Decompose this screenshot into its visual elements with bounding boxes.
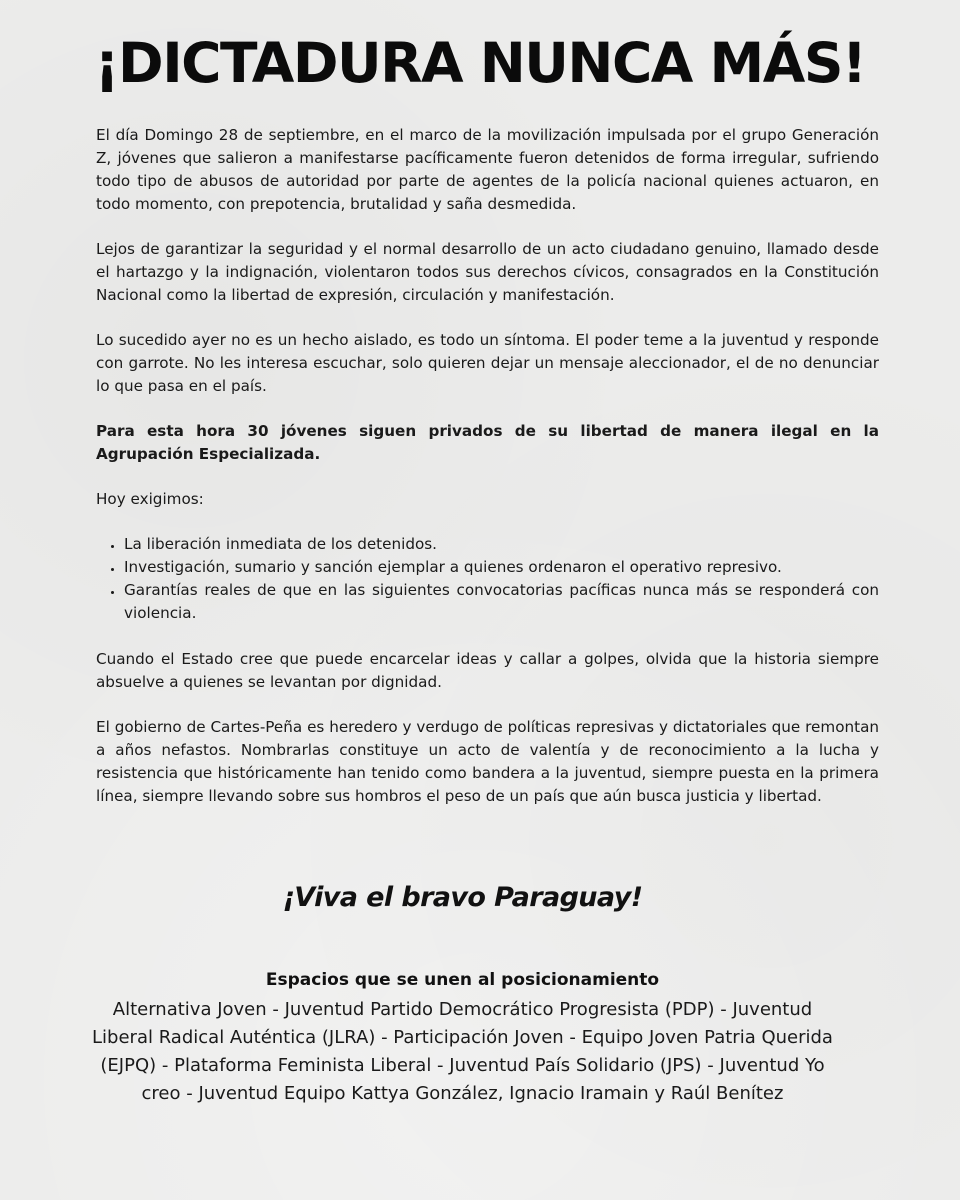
list-item: • La liberación inmediata de los detenidos. [124,533,879,556]
list-item: • Garantías reales de que en las siguientes convocatorias pacíficas nunca más se responderá con violencia. [124,579,879,625]
closing-slogan: ¡Viva el bravo Paraguay! [282,882,643,913]
paragraph-3: Lo sucedido ayer no es un hecho aislado, es todo un síntoma. El poder teme a la juventud y responde con garrote. No les interesa escuchar, solo quieren dejar un mensaje aleccionador, el de no denunciar lo que pasa en el país. [96,331,879,395]
list-item: • Investigación, sumario y sanción ejemplar a quienes ordenaron el operativo represivo. [124,556,879,579]
paragraph-6: Cuando el Estado cree que puede encarcelar ideas y callar a golpes, olvida que la historia siempre absuelve a quienes se levantan por dignidad. [96,650,879,691]
page-title: ¡DICTADURA NUNCA MÁS! [94,31,866,95]
paragraph-detainees: Para esta hora 30 jóvenes siguen privados de su libertad de manera ilegal en la Agrupación Especializada. [96,422,879,463]
signatories-list: Alternativa Joven - Juventud Partido Democrático Progresista (PDP) - Juventud Liberal Radical Auténtica (JLRA) - Participación Joven - Equipo Joven Patria Querida (EJPQ) - Plataforma Feminista Liberal - Juventud País Solidario (JPS) - Juventud Yo creo - Juventud Equipo Kattya González, Ignacio Iramain y Raúl Benítez [92,999,833,1104]
paragraph-7: El gobierno de Cartes-Peña es heredero y verdugo de políticas represivas y dictatoriales que remontan a años nefastos. Nombrarlas constituye un acto de valentía y de reconocimiento a la lucha y resistencia que históricamente han tenido como bandera a la juventud, siempre puesta en la primera línea, siempre llevando sobre sus hombros el peso de un país que aún busca justicia y libertad. [96,718,879,805]
signatories-heading: Espacios que se unen al posicionamiento [265,970,660,990]
demands-intro: Hoy exigimos: [96,490,204,508]
paragraph-2: Lejos de garantizar la seguridad y el normal desarrollo de un acto ciudadano genuino, llamado desde el hartazgo y la indignación, violentaron todos sus derechos cívicos, consagrados en la Constitución Nacional como la libertad de expresión, circulación y manifestación. [96,240,879,304]
paragraph-1: El día Domingo 28 de septiembre, en el marco de la movilización impulsada por el grupo Generación Z, jóvenes que salieron a manifestarse pacíficamente fueron detenidos de forma irregular, sufriendo todo tipo de abusos de autoridad por parte de agentes de la policía nacional quienes actuaron, en todo momento, con prepotencia, brutalidad y saña desmedida. [96,126,879,213]
demands-list [96,533,879,625]
statement-body [96,124,879,830]
